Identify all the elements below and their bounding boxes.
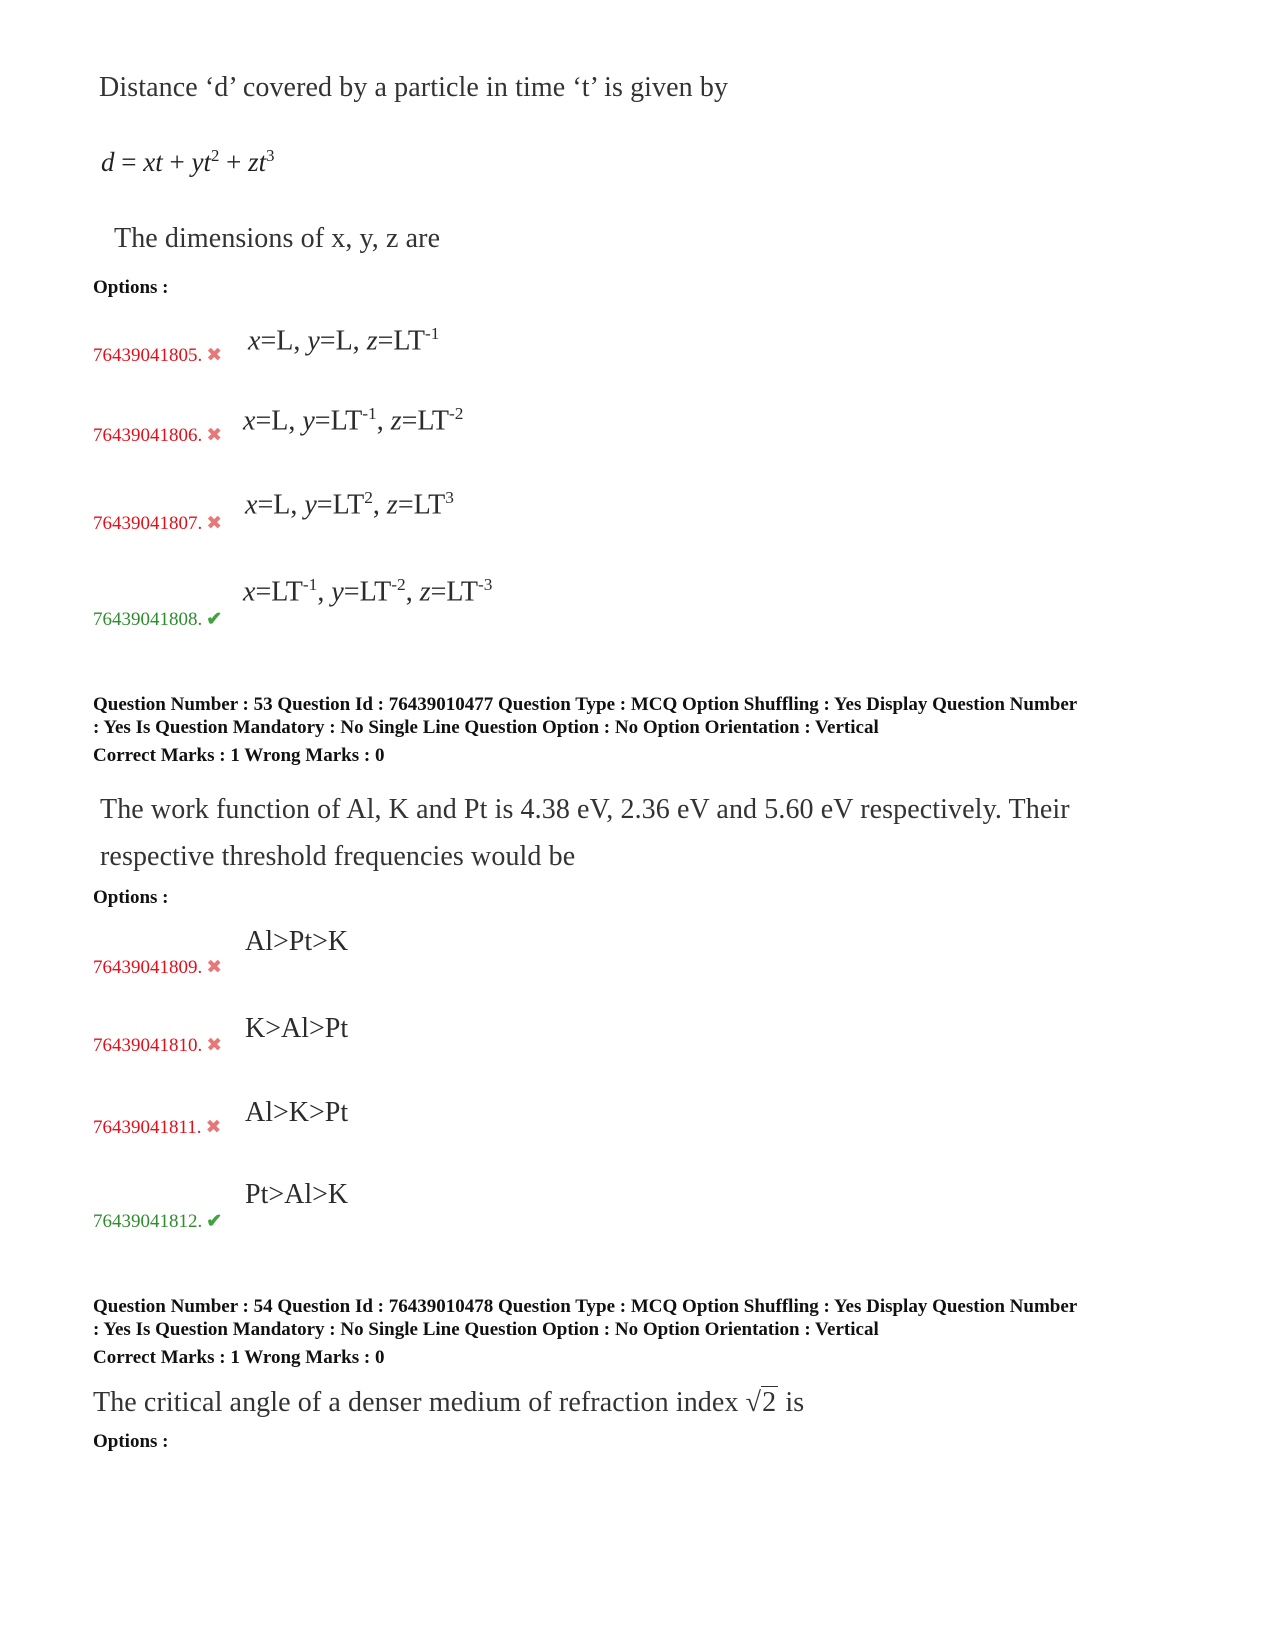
wrong-cross-icon: ✖: [206, 345, 223, 366]
q54-stem: The critical angle of a denser medium of refraction index √2 is: [93, 1387, 805, 1418]
option-number: 76439041808.: [93, 609, 203, 630]
q54-meta-line1: Question Number : 54 Question Id : 76439010478 Question Type : MCQ Option Shuffling : Yes Display Question Number: [93, 1296, 1078, 1317]
q53-options-label: Options :: [93, 887, 169, 908]
q54-options-label: Options :: [93, 1431, 169, 1452]
q53-option-1: [93, 956, 222, 979]
q52-option-4: [93, 608, 222, 631]
wrong-cross-icon: ✖: [206, 1035, 223, 1056]
q52-equation: d = xt + $yt^2 + zt^3$: [101, 146, 275, 177]
q54-meta-line2: : Yes Is Question Mandatory : No Single Line Question Option : No Option Orientation : Vertical: [93, 1319, 879, 1340]
wrong-cross-icon: ✖: [206, 513, 223, 534]
q52-option-2-text: x=L, $y=LT^{-1}$, $z=LT^{-2}$: [243, 404, 464, 437]
q54-meta: [93, 1295, 1193, 1369]
option-number: 76439041809.: [93, 957, 203, 978]
q53-stem-line2: respective threshold frequencies would be: [100, 841, 576, 872]
q52-option-3: [93, 512, 222, 535]
q53-meta-line1: Question Number : 53 Question Id : 76439010477 Question Type : MCQ Option Shuffling : Yes Display Question Number: [93, 694, 1078, 715]
wrong-cross-icon: ✖: [205, 1117, 222, 1138]
q52-stem: Distance ‘d’ covered by a particle in time ‘t’ is given by: [99, 72, 729, 103]
option-number: 76439041811.: [93, 1117, 202, 1138]
option-number: 76439041806.: [93, 425, 203, 446]
q53-option-1-text: Al>Pt>K: [245, 926, 349, 957]
q52-option-2: [93, 424, 222, 447]
q53-option-4: [93, 1210, 222, 1233]
q53-option-3-text: Al>K>Pt: [245, 1097, 349, 1128]
q53-stem-line1: The work function of Al, K and Pt is 4.38 eV, 2.36 eV and 5.60 eV respectively. Their: [100, 794, 1070, 825]
wrong-cross-icon: ✖: [206, 425, 223, 446]
q53-marks: Correct Marks : 1 Wrong Marks : 0: [93, 745, 385, 766]
option-number: 76439041810.: [93, 1035, 203, 1056]
q52-question: The dimensions of x, y, z are: [114, 223, 441, 254]
wrong-cross-icon: ✖: [206, 957, 223, 978]
q52-option-1: [93, 344, 222, 367]
q53-option-2: [93, 1034, 222, 1057]
q53-meta-line2: : Yes Is Question Mandatory : No Single Line Question Option : No Option Orientation : Vertical: [93, 717, 879, 738]
sqrt-symbol: √2: [745, 1387, 777, 1418]
q53-option-4-text: Pt>Al>K: [245, 1179, 349, 1210]
correct-check-icon: ✔: [206, 1211, 223, 1232]
q54-marks: Correct Marks : 1 Wrong Marks : 0: [93, 1347, 385, 1368]
q52-option-1-text: x=L, y=L, $z=LT^{-1}$: [248, 324, 440, 357]
q52-option-4-text: $x=LT^{-1}$, $y=LT^{-2}$, $z=LT^{-3}$: [243, 575, 493, 608]
option-number: 76439041807.: [93, 513, 203, 534]
option-number: 76439041812.: [93, 1211, 203, 1232]
q53-option-2-text: K>Al>Pt: [245, 1013, 349, 1044]
q53-meta: [93, 693, 1193, 767]
q53-option-3: [93, 1116, 221, 1139]
correct-check-icon: ✔: [206, 609, 223, 630]
q52-options-label: Options :: [93, 277, 169, 298]
option-number: 76439041805.: [93, 345, 203, 366]
q52-option-3-text: x=L, $y=LT^2$, $z=LT^3$: [245, 488, 454, 521]
